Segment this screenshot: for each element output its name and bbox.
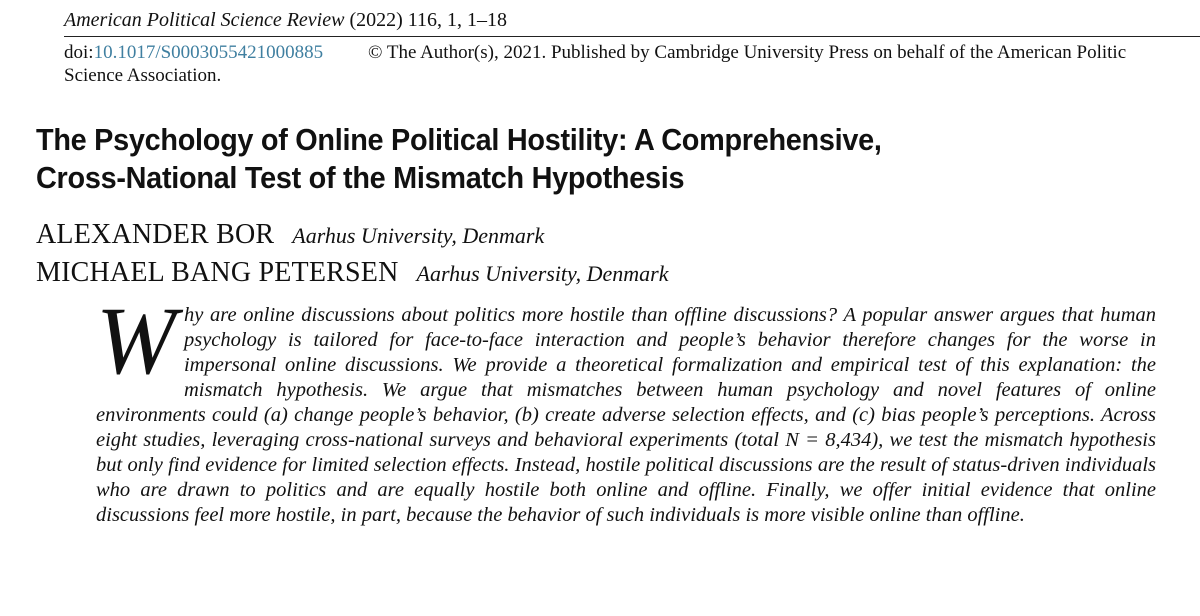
doi-line — [64, 41, 323, 65]
volume-issue-pages: (2022) 116, 1, 1–18 — [349, 9, 508, 31]
author-affiliation: Aarhus University, Denmark — [416, 261, 669, 286]
author-affiliation: Aarhus University, Denmark — [292, 223, 545, 248]
article-title — [36, 121, 1106, 197]
abstract — [96, 287, 1156, 528]
journal-name: American Political Science Review — [64, 9, 345, 31]
header-divider — [64, 36, 1200, 37]
copyright-notice-continued: Science Association. — [64, 65, 222, 86]
journal-citation — [64, 8, 507, 32]
article-title-line-2: Cross-National Test of the Mismatch Hypothesis — [36, 160, 685, 195]
author-2 — [36, 256, 668, 291]
article-title-line-1: The Psychology of Online Political Hostility: A Comprehensive, — [36, 122, 882, 157]
abstract-drop-cap: W — [96, 287, 176, 394]
author-1 — [36, 218, 544, 253]
abstract-text: hy are online discussions about politics more hostile than offline discussions? A popular answer argues that human psychology is tailored for face-to-face interaction and people’s behavior therefore changes for the worse in impersonal online discussions. We provide a theoretical formalization and empirical test of this explanation: the mismatch hypothesis. We argue that mismatches between human psychology and novel features of online environments could (a) change people’s behavior, (b) create adverse selection effects, and (c) bias people’s perceptions. Across eight studies, leveraging cross-national surveys and behavioral experiments (total N = 8,434), we test the mismatch hypothesis but only find evidence for limited selection effects. Instead, hostile political discussions are the result of status-driven individuals who are drawn to politics and are equally hostile both online and offline. Finally, we offer initial evidence that online discussions feel more hostile, in part, because the behavior of such individuals is more visible online than offline. — [96, 304, 1156, 526]
doi-prefix: doi: — [64, 42, 94, 63]
author-name: MICHAEL BANG PETERSEN — [36, 257, 399, 288]
copyright-notice: © The Author(s), 2021. Published by Cambridge University Press on behalf of the American Politic — [368, 42, 1127, 63]
author-name: ALEXANDER BOR — [36, 219, 275, 250]
doi-link[interactable]: 10.1017/S0003055421000885 — [93, 42, 324, 63]
